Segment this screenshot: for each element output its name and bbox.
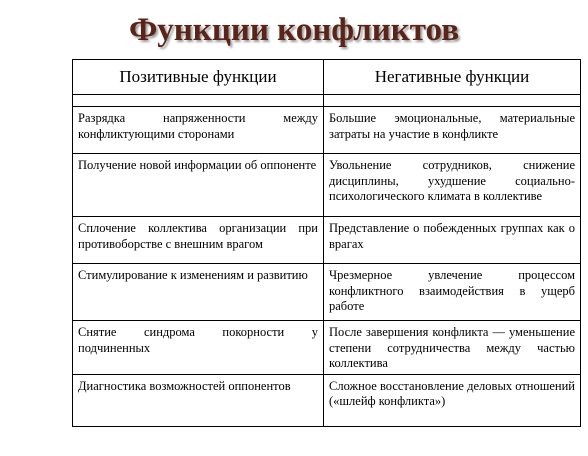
negative-function-cell: После завершения конфликта — уменьшение степени сотрудничества между частью коллектива bbox=[324, 321, 581, 375]
table-header-row bbox=[73, 60, 581, 95]
negative-function-cell: Чрезмерное увлечение процессом конфликтного взаимодействия в ущерб работе bbox=[324, 264, 581, 321]
table-row bbox=[73, 264, 581, 321]
column-header-negative: Негативные функции bbox=[324, 60, 581, 95]
page-title: Функции конфликтов bbox=[128, 12, 460, 48]
spacer-cell bbox=[73, 95, 324, 107]
positive-function-cell: Получение новой информации об оппоненте bbox=[73, 154, 324, 217]
table-row bbox=[73, 107, 581, 154]
positive-function-cell: Стимулирование к изменениям и развитию bbox=[73, 264, 324, 321]
negative-function-cell: Увольнение сотрудников, снижение дисциплины, ухудшение социально-психологического климата в коллективе bbox=[324, 154, 581, 217]
positive-function-cell: Диагностика возможностей оппонентов bbox=[73, 374, 324, 426]
table-spacer-row bbox=[73, 95, 581, 107]
table-row bbox=[73, 217, 581, 264]
column-header-positive: Позитивные функции bbox=[73, 60, 324, 95]
table-row bbox=[73, 374, 581, 426]
negative-function-cell: Представление о побежденных группах как о врагах bbox=[324, 217, 581, 264]
negative-function-cell: Большие эмоциональные, материальные затраты на участие в конфликте bbox=[324, 107, 581, 154]
positive-function-cell: Сплочение коллектива организации при противоборстве с внешним врагом bbox=[73, 217, 324, 264]
table-row bbox=[73, 154, 581, 217]
spacer-cell bbox=[324, 95, 581, 107]
positive-function-cell: Снятие синдрома покорности у подчиненных bbox=[73, 321, 324, 375]
negative-function-cell: Сложное восстановление деловых отношений («шлейф конфликта») bbox=[324, 374, 581, 426]
positive-function-cell: Разрядка напряженности между конфликтующими сторонами bbox=[73, 107, 324, 154]
functions-table bbox=[72, 59, 581, 427]
table-row bbox=[73, 321, 581, 375]
